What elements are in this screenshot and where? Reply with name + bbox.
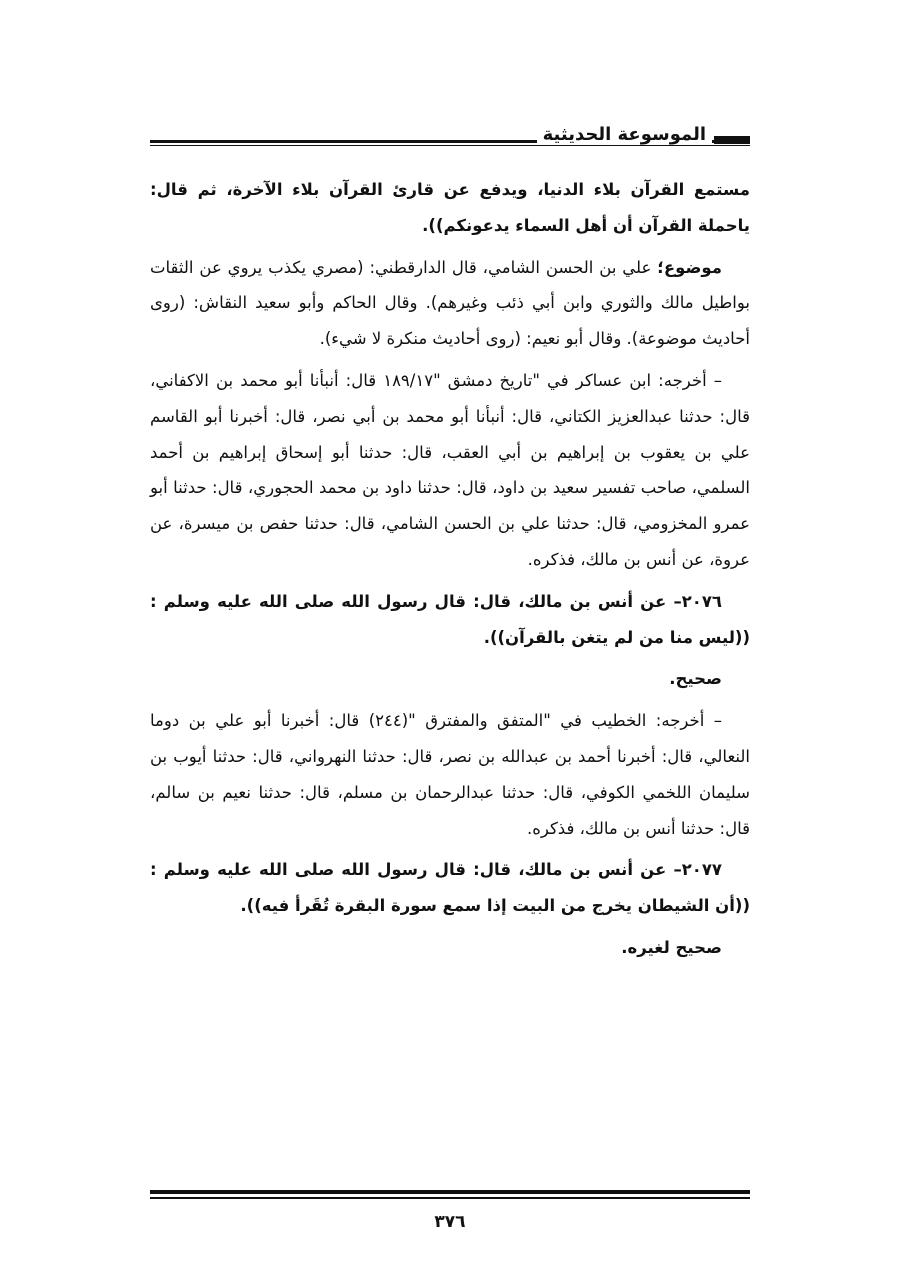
hadith-2077: ٢٠٧٧– عن أنس بن مالك، قال: قال رسول الله صلى الله عليه وسلم : ((أن الشيطان يخرج من البيت إذا سمع سورة البقرة تُقَرأ فيه)). [150,860,750,916]
page-number: ٣٧٦ [434,1212,466,1232]
running-header [150,112,750,152]
hadith-2076: ٢٠٧٦– عن أنس بن مالك، قال: قال رسول الله صلى الله عليه وسلم : ((ليس منا من لم يتغن بالقرآن)). [150,591,750,647]
document-page [150,0,750,1274]
header-rule-cap [714,136,750,144]
body-text [150,172,750,972]
hadith-continuation: مستمع القرآن بلاء الدنيا، ويدفع عن قارئ القرآن بلاء الآخرة، ثم قال: ياحملة القرآن أن أهل السماء يدعونكم)). [150,180,750,235]
grading-text: علي بن الحسن الشامي، قال الدارقطني: (مصري يكذب يروي عن الثقات بواطيل مالك والثوري وابن أبي ذئب وغيرهم). وقال الحاكم وأبو سعيد النقاش: (روى أحاديث موضوعة). وقال أبو نعيم: (روى أحاديث منكرة لا شيء). [150,257,750,349]
grading-label: موضوع؛ [657,257,722,277]
footer-rule [150,1190,750,1194]
takhrij-2076: – أخرجه: الخطيب في "المتفق والمفترق "(٢٤٤) قال: أخبرنا أبو علي بن دوما النعالي، قال: أخبرنا أحمد بن عبدالله بن نصر، قال: حدثنا النهرواني، قال: حدثنا أيوب بن سليمان اللخمي الكوفي، قال: حدثنا عبدالرحمان بن مسلم، قال: حدثنا نعيم بن سالم، قال: حدثنا أنس بن مالك، فذكره. [150,711,750,838]
grading-paragraph [150,250,750,357]
header-title-wrap [537,124,712,145]
header-title: الموسوعة الحديثية [542,124,706,145]
grading-2076: صحيح. [669,669,722,689]
takhrij-paragraph: – أخرجه: ابن عساكر في "تاريخ دمشق "١٨٩/١٧ قال: أنبأنا أبو محمد بن الاكفاني، قال: حدثنا عبدالعزيز الكتاني، قال: أنبأنا أبو محمد بن أبي نصر، قال: أخبرنا أبو القاسم علي بن يعقوب بن إبراهيم بن أبي العقب، قال: حدثنا أبو إسحاق إبراهيم بن أحمد السلمي، صاحب تفسير سعيد بن داود، قال: حدثنا داود بن محمد الحجوري، قال: حدثنا أبو عمرو المخزومي، قال: حدثنا علي بن الحسن الشامي، قال: حدثنا حفص بن ميسرة، عن عروة، عن أنس بن مالك، فذكره. [150,370,750,569]
grading-2077: صحيح لغيره. [621,937,722,957]
